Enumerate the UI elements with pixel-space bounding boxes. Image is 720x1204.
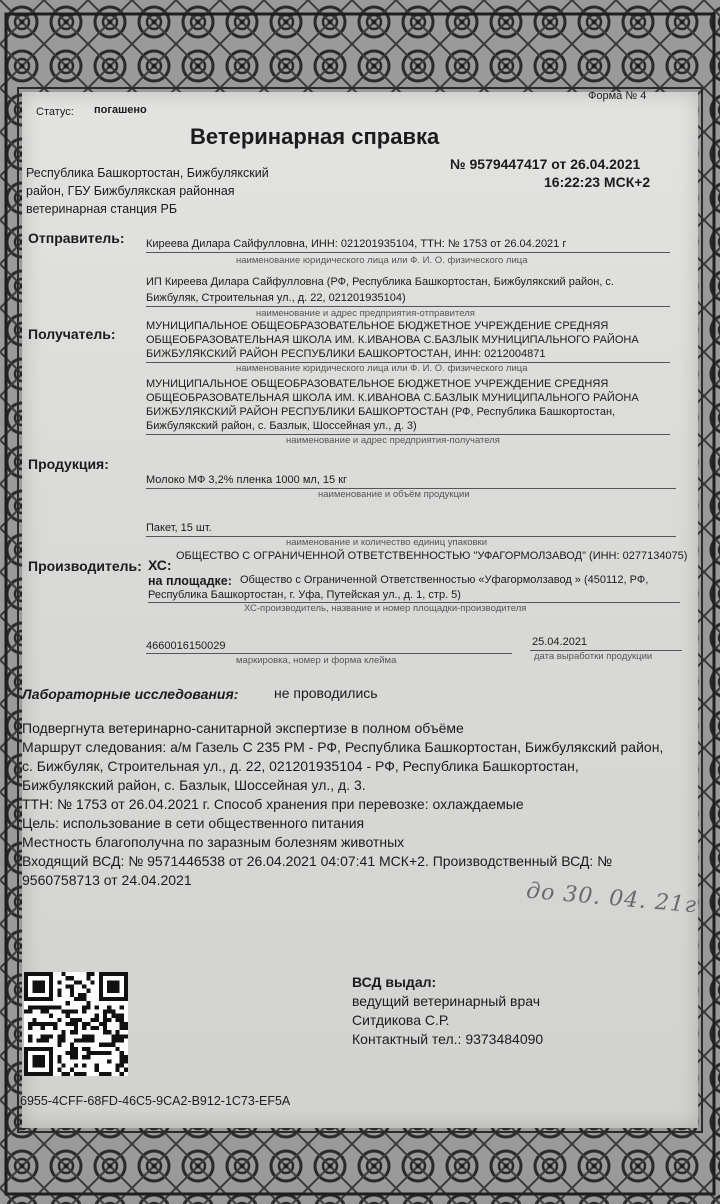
production-date-caption: дата выработки продукции [534,651,653,662]
recipient-name-caption: наименование юридического лица или Ф. И. О. физического лица [236,363,528,374]
issued-label: ВСД выдал: [352,974,437,990]
site-label: на площадке: [148,574,232,588]
sender-name: Киреева Дилара Сайфулловна, ИНН: 021201935104, ТТН: № 1753 от 26.04.2021 г [146,238,567,250]
lab-label: Лабораторные исследования: [22,686,239,702]
recipient-name-2: ОБЩЕОБРАЗОВАТЕЛЬНАЯ ШКОЛА ИМ. К.ИВАНОВА С.БАЗЛЫК МУНИЦИПАЛЬНОГО РАЙОНА [146,334,639,346]
detail-line-1: Подвергнута ветеринарно-санитарной экспертизе в полном объёме [22,720,464,736]
package-caption: наименование и количество единиц упаковки [286,537,488,548]
status-label: Статус: [36,106,74,118]
detail-line-6: Цель: использование в сети общественного питания [22,815,365,831]
recipient-address-1: МУНИЦИПАЛЬНОЕ ОБЩЕОБРАЗОВАТЕЛЬНОЕ БЮДЖЕТНОЕ УЧРЕЖДЕНИЕ СРЕДНЯЯ [146,378,609,390]
hs-label: ХС: [148,557,172,573]
rule [146,653,512,654]
recipient-address-2: ОБЩЕОБРАЗОВАТЕЛЬНАЯ ШКОЛА ИМ. К.ИВАНОВА С.БАЗЛЫК МУНИЦИПАЛЬНОГО РАЙОНА [146,392,639,404]
recipient-name-1: МУНИЦИПАЛЬНОЕ ОБЩЕОБРАЗОВАТЕЛЬНОЕ БЮДЖЕТНОЕ УЧРЕЖДЕНИЕ СРЕДНЯЯ [146,320,609,332]
sender-address-2: Бижбуляк, Строительная ул., д. 22, 021201935104) [146,292,406,304]
detail-line-5: ТТН: № 1753 от 26.04.2021 г. Способ хранения при перевозке: охлаждаемые [22,796,524,812]
rule [146,252,670,253]
hs-value: ОБЩЕСТВО С ОГРАНИЧЕННОЙ ОТВЕТСТВЕННОСТЬЮ "УФАГОРМОЛЗАВОД" (ИНН: 0277134075) [176,550,688,562]
document-time: 16:22:23 МСК+2 [544,174,651,190]
issuer-line-1: Республика Башкортостан, Бижбулякский [26,166,269,180]
issuer-line-2: район, ГБУ Бижбулякская районная [26,184,235,198]
product-name: Молоко МФ 3,2% пленка 1000 мл, 15 кг [146,474,348,486]
issued-name: Ситдикова С.Р. [352,1012,450,1028]
production-date-value: 25.04.2021 [532,636,588,648]
producer-caption: ХС-производитель, название и номер площадки-производителя [244,603,527,614]
recipient-address-4: Бижбулякский район, с. Базлык, Шоссейная ул., д. 3) [146,420,417,432]
product-label: Продукция: [28,456,109,472]
recipient-address-caption: наименование и адрес предприятия-получателя [286,435,500,446]
detail-line-3: с. Бижбуляк, Строительная ул., д. 22, 021201935104 - РФ, Республика Башкортостан, [22,758,579,774]
sender-name-caption: наименование юридического лица или Ф. И. О. физического лица [236,255,528,266]
site-value: Общество с Ограниченной Ответственностью «Уфагормолзавод » (450112, РФ, [240,574,649,586]
sender-label: Отправитель: [28,230,125,246]
form-number: Форма № 4 [588,90,647,102]
product-name-caption: наименование и объём продукции [318,489,470,500]
sender-address-caption: наименование и адрес предприятия-отправителя [256,308,475,319]
rule [146,306,670,307]
handwritten-note: до 30. 04. 21г [525,878,699,919]
site-value-2: Республика Башкортостан, г. Уфа, Путейская ул., д. 1, стр. 5) [148,589,461,601]
detail-line-7: Местность благополучна по заразным болезням животных [22,834,405,850]
package-value: Пакет, 15 шт. [146,522,212,534]
lab-value: не проводились [274,685,378,701]
issued-position: ведущий ветеринарный врач [352,993,541,1009]
recipient-address-3: БИЖБУЛЯКСКИЙ РАЙОН РЕСПУБЛИКИ БАШКОРТОСТАН (РФ, Республика Башкортостан, [146,406,616,418]
detail-line-8: Входящий ВСД: № 9571446538 от 26.04.2021 04:07:41 МСК+2. Производственный ВСД: № [22,853,613,869]
document-uuid: 6955-4CFF-68FD-46C5-9CA2-B912-1C73-EF5A [20,1094,291,1108]
issuer-line-3: ветеринарная станция РБ [26,202,178,216]
document-number: № 9579447417 от 26.04.2021 [450,156,641,172]
detail-line-2: Маршрут следования: а/м Газель С 235 РМ - РФ, Республика Башкортостан, Бижбулякский район, [22,739,664,755]
qr-code [24,972,128,1076]
issued-phone: Контактный тел.: 9373484090 [352,1031,544,1047]
marking-value: 4660016150029 [146,640,226,652]
document-title: Ветеринарная справка [190,124,440,149]
detail-line-9: 9560758713 от 24.04.2021 [22,872,192,888]
marking-caption: маркировка, номер и форма клейма [236,655,397,666]
detail-line-4: Бижбулякский район, с. Базлык, Шоссейная ул., д. 3. [22,777,366,793]
recipient-label: Получатель: [28,326,116,342]
recipient-name-3: БИЖБУЛЯКСКИЙ РАЙОН РЕСПУБЛИКИ БАШКОРТОСТАН, ИНН: 0212004871 [146,348,546,360]
status-value: погашено [94,104,147,116]
producer-label: Производитель: [28,558,142,574]
sender-address-1: ИП Киреева Дилара Сайфулловна (РФ, Республика Башкортостан, Бижбулякский район, с. [146,276,614,288]
